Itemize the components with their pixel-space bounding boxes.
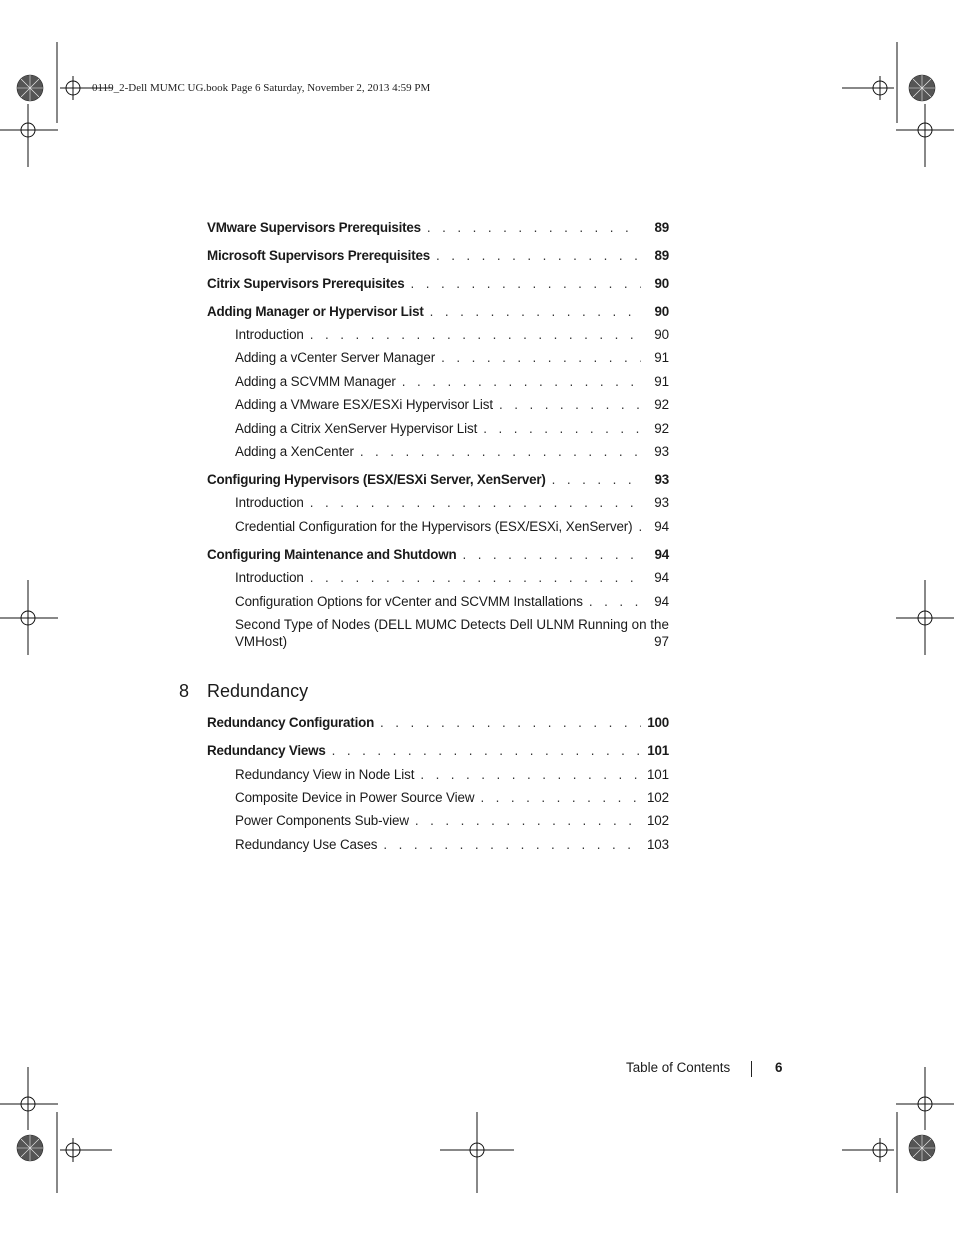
toc-entry-title: Redundancy Configuration <box>207 715 375 730</box>
toc-entry-page: 101 <box>647 743 669 758</box>
toc-entry-title: Configuration Options for vCenter and SCVMM Installations <box>235 594 583 609</box>
toc-entry[interactable] <box>207 742 669 759</box>
toc-entry-title: Adding a SCVMM Manager <box>235 374 396 389</box>
footer-divider <box>751 1061 752 1077</box>
toc-entry-title: Microsoft Supervisors Prerequisites <box>207 248 430 263</box>
toc-entry-title: Citrix Supervisors Prerequisites <box>207 276 405 291</box>
toc-subentry[interactable] <box>235 593 669 610</box>
toc-entry-page: 90 <box>654 327 669 342</box>
toc-subentry[interactable] <box>235 494 669 511</box>
toc-entry-title: Power Components Sub-view <box>235 813 409 828</box>
toc-entry-page: 94 <box>654 519 669 534</box>
footer-section-title: Table of Contents <box>626 1060 731 1075</box>
toc-entry-title: Adding Manager or Hypervisor List <box>207 304 424 319</box>
toc-entry-title: Redundancy View in Node List <box>235 767 415 782</box>
toc-entry-page: 89 <box>654 220 669 235</box>
toc-entry-page: 91 <box>654 374 669 389</box>
toc-entry[interactable] <box>207 714 669 731</box>
toc-entry-title: Adding a XenCenter <box>235 444 354 459</box>
toc-subentry[interactable] <box>235 373 669 390</box>
toc-entry-title: Redundancy Use Cases <box>235 837 378 852</box>
toc-entry-title: Introduction <box>235 570 304 585</box>
toc-entry-page: 92 <box>654 397 669 412</box>
toc-subentry[interactable] <box>235 420 669 437</box>
toc-subentry[interactable] <box>235 396 669 413</box>
toc-entry-page: 94 <box>654 594 669 609</box>
toc-entry[interactable] <box>207 471 669 488</box>
toc-entry-page: 100 <box>647 715 669 730</box>
toc-entry[interactable] <box>207 275 669 292</box>
toc-entry-page: 91 <box>654 350 669 365</box>
toc-entry[interactable] <box>207 303 669 320</box>
toc-entry-page: 102 <box>646 790 669 805</box>
toc-entry-page: 89 <box>654 248 669 263</box>
toc-entry-page: 94 <box>654 547 669 562</box>
toc-entry-page: 102 <box>646 813 669 828</box>
toc-subentry[interactable] <box>235 812 669 829</box>
toc-entry-title: Adding a Citrix XenServer Hypervisor List <box>235 421 478 436</box>
toc-subentry[interactable] <box>235 789 669 806</box>
toc-entry-title: Credential Configuration for the Hypervisors (ESX/ESXi, XenServer) <box>235 519 633 534</box>
toc-entry-page: 97 <box>654 634 669 649</box>
toc-entry-title: Introduction <box>235 495 304 510</box>
print-slug: 0119_2-Dell MUMC UG.book Page 6 Saturday, November 2, 2013 4:59 PM <box>92 82 431 94</box>
toc-entry-page: 101 <box>646 767 669 782</box>
toc-entry-title: Introduction <box>235 327 304 342</box>
toc-subentry[interactable] <box>235 443 669 460</box>
toc-entry-title: Redundancy Views <box>207 743 326 758</box>
chapter-heading[interactable] <box>179 681 308 702</box>
toc-entry-page: 92 <box>654 421 669 436</box>
toc-entry-title: Composite Device in Power Source View <box>235 790 475 805</box>
toc-entry-page: 93 <box>654 444 669 459</box>
chapter-title: Redundancy <box>207 681 309 701</box>
toc-entry-page: 90 <box>654 304 669 319</box>
toc-subentry[interactable] <box>235 569 669 586</box>
toc-entry-title: Adding a vCenter Server Manager <box>235 350 436 365</box>
toc-entry-page: 94 <box>654 570 669 585</box>
toc-entry-title: Adding a VMware ESX/ESXi Hypervisor List <box>235 397 493 412</box>
toc-entry-title: VMware Supervisors Prerequisites <box>207 220 421 235</box>
toc-subentry[interactable] <box>235 326 669 343</box>
toc-subentry[interactable] <box>235 349 669 366</box>
toc-entry-page: 90 <box>654 276 669 291</box>
toc-subentry[interactable] <box>235 836 669 853</box>
toc-entry-page: 93 <box>654 472 669 487</box>
toc-entry-title: Second Type of Nodes (DELL MUMC Detects Dell ULNM Running on the <box>235 617 669 632</box>
toc-entry[interactable] <box>207 247 669 264</box>
toc-entry-page: 93 <box>654 495 669 510</box>
toc-entry-title-cont: VMHost) <box>235 634 288 649</box>
toc-entry-title: Configuring Hypervisors (ESX/ESXi Server, XenServer) <box>207 472 546 487</box>
toc-subentry[interactable] <box>235 616 669 650</box>
chapter-number: 8 <box>179 681 190 701</box>
footer-page-number: 6 <box>775 1060 783 1075</box>
toc-entry-title: Configuring Maintenance and Shutdown <box>207 547 457 562</box>
toc-entry-page: 103 <box>646 837 669 852</box>
toc-entry[interactable] <box>207 546 669 563</box>
toc-subentry[interactable] <box>235 766 669 783</box>
toc-entry[interactable] <box>207 219 669 236</box>
toc-subentry[interactable] <box>235 518 669 535</box>
